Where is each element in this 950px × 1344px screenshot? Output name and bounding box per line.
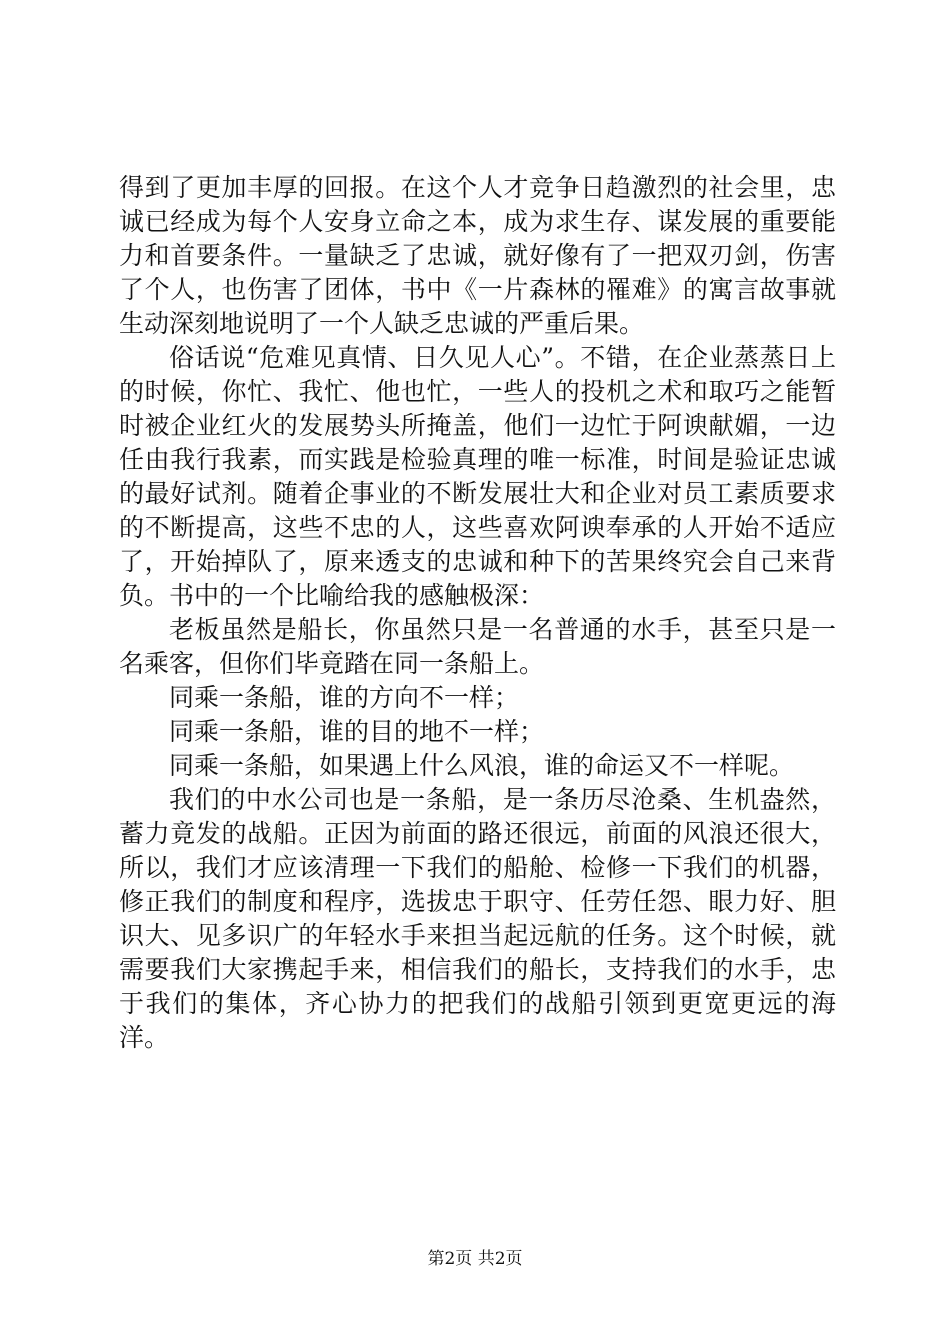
paragraph-1: 得到了更加丰厚的回报。在这个人才竞争日趋激烈的社会里，忠诚已经成为每个人安身立命之本，成为求生存、谋发展的重要能力和首要条件。一量缺乏了忠诚，就好像有了一把双刃剑，伤害了个人，也伤害了团体，书中《一片森林的罹难》的寓言故事就生动深刻地说明了一个人缺乏忠诚的严重后果。 xyxy=(119,173,836,338)
paragraph-2: 俗话说“危难见真情、日久见人心”。不错，在企业蒸蒸日上的时候，你忙、我忙、他也忙，一些人的投机之术和取巧之能暂时被企业红火的发展势头所掩盖，他们一边忙于阿谀献媚，一边任由我行我素，而实践是检验真理的唯一标准，时间是验证忠诚的最好试剂。随着企事业的不断发展壮大和企业对员工素质要求的不断提高，这些不忠的人，这些喜欢阿谀奉承的人开始不适应了，开始掉队了，原来透支的忠诚和种下的苦果终究会自己来背负。书中的一个比喻给我的感触极深： xyxy=(119,343,836,610)
paragraph-3: 老板虽然是船长，你虽然只是一名普通的水手，甚至只是一名乘客，但你们毕竟踏在同一条船上。 xyxy=(119,615,836,678)
paragraph-4: 同乘一条船，谁的方向不一样； xyxy=(169,683,520,712)
document-body xyxy=(119,171,836,1055)
paragraph-6: 同乘一条船，如果遇上什么风浪，谁的命运又不一样呢。 xyxy=(169,751,795,780)
page-footer: 第2页 共2页 xyxy=(427,1249,523,1269)
paragraph-7: 我们的中水公司也是一条船，是一条历尽沧桑、生机盎然，蓄力竟发的战船。正因为前面的路还很远，前面的风浪还很大，所以，我们才应该清理一下我们的船舱、检修一下我们的机器，修正我们的制度和程序，选拔忠于职守、任劳任怨、眼力好、胆识大、见多识广的年轻水手来担当起远航的任务。这个时候，就需要我们大家携起手来，相信我们的船长，支持我们的水手，忠于我们的集体，齐心协力的把我们的战船引领到更宽更远的海洋。 xyxy=(119,785,836,1052)
paragraph-5: 同乘一条船，谁的目的地不一样； xyxy=(169,717,545,746)
